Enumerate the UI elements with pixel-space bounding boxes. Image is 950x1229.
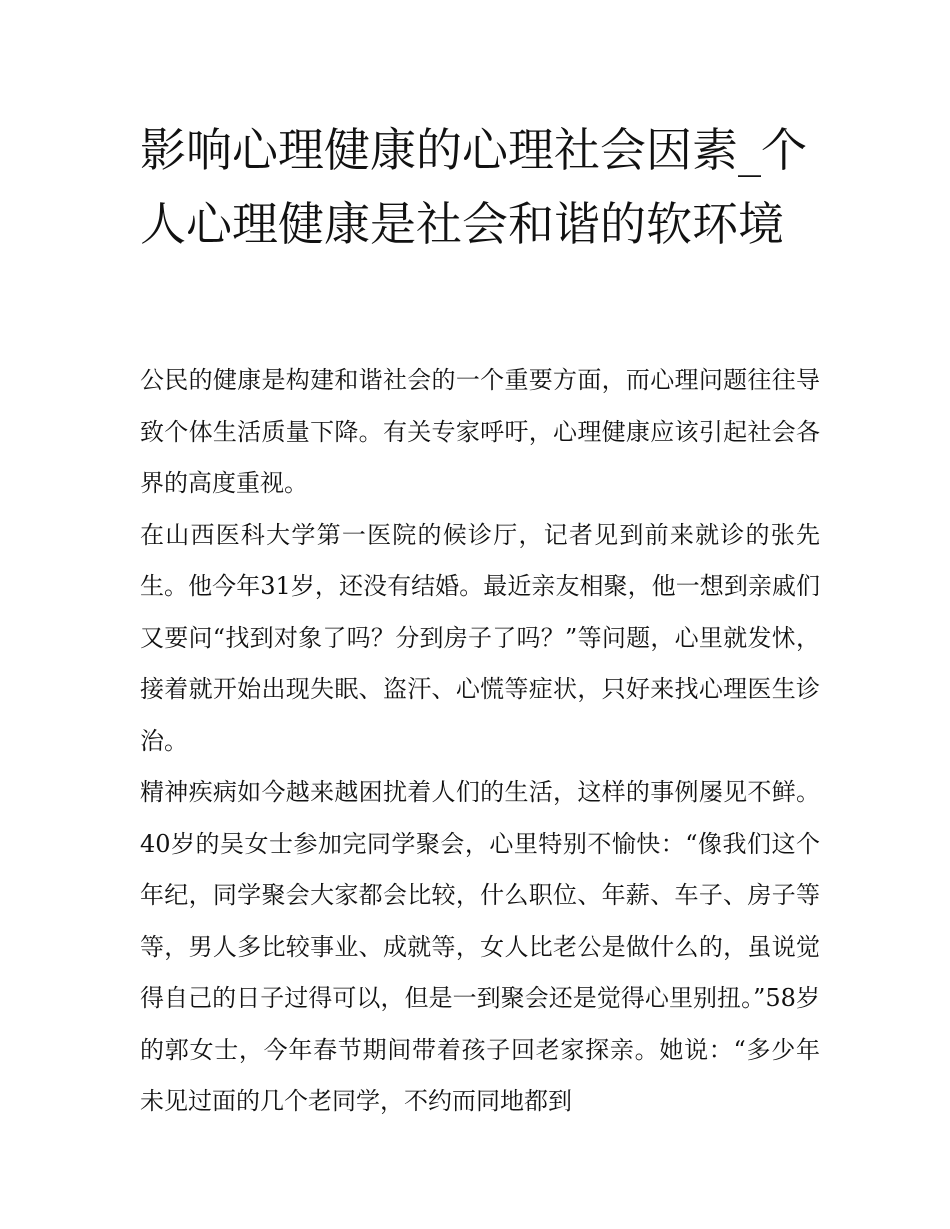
paragraph-1: 公民的健康是构建和谐社会的一个重要方面，而心理问题往往导致个体生活质量下降。有关专家呼吁，心理健康应该引起社会各界的高度重视。: [140, 366, 820, 497]
document-title: 影响心理健康的心理社会因素_个人心理健康是社会和谐的软环境: [140, 123, 807, 251]
paragraph-2: 在山西医科大学第一医院的候诊厅，记者见到前来就诊的张先生。他今年31岁，还没有结婚。最近亲友相聚，他一想到亲戚们又要问“找到对象了吗？分到房子了吗？”等问题，心里就发怵，接着就开始出现失眠、盗汗、心慌等症状，只好来找心理医生诊治。: [140, 520, 820, 755]
paragraph-3: 精神疾病如今越来越困扰着人们的生活，这样的事例屡见不鲜。40岁的吴女士参加完同学聚会，心里特别不愉快：“像我们这个年纪，同学聚会大家都会比较，什么职位、年薪、车子、房子等等，男人多比较事业、成就等，女人比老公是做什么的，虽说觉得自己的日子过得可以，但是一到聚会还是觉得心里别扭。”58岁的郭女士，今年春节期间带着孩子回老家探亲。她说：“多少年未见过面的几个老同学，不约而同地都到: [140, 778, 820, 1115]
document-body: [140, 355, 820, 1128]
